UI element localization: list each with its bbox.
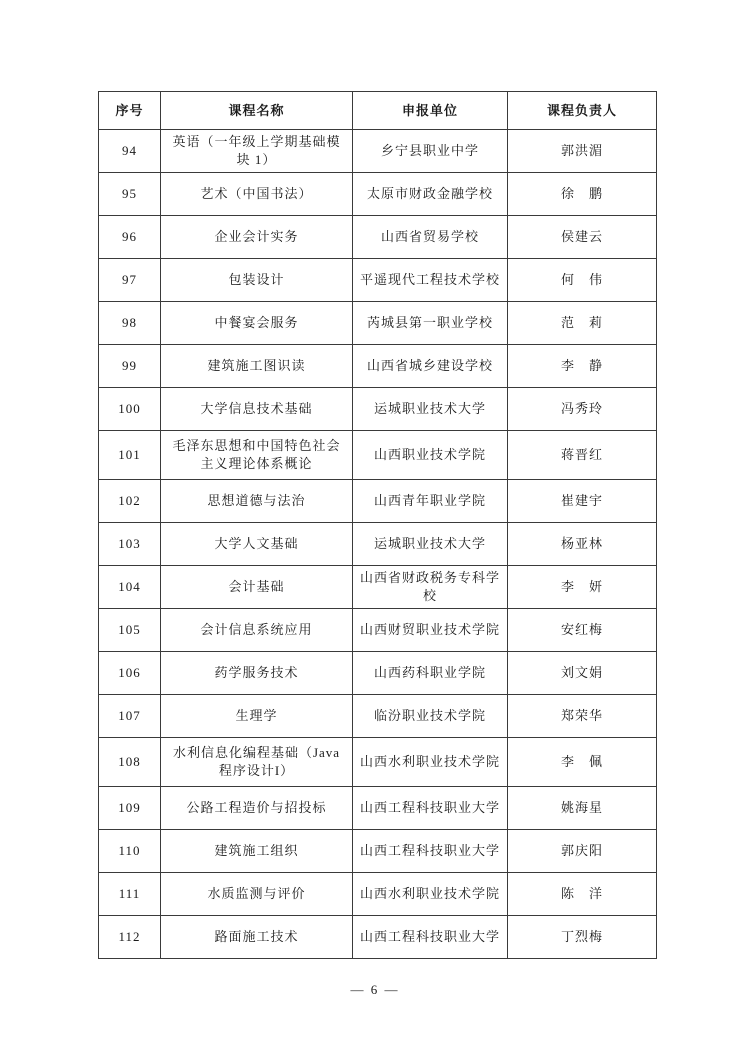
table-row [99,652,657,695]
cell-no: 94 [99,130,161,173]
cell-no: 101 [99,431,161,480]
cell-leader: 刘文娟 [508,652,657,695]
cell-course: 包装设计 [161,259,353,302]
table-row [99,787,657,830]
cell-course: 水质监测与评价 [161,873,353,916]
cell-unit: 太原市财政金融学校 [353,173,508,216]
cell-unit: 山西工程科技职业大学 [353,787,508,830]
table-row [99,738,657,787]
cell-unit: 临汾职业技术学院 [353,695,508,738]
cell-no: 109 [99,787,161,830]
table-row [99,173,657,216]
cell-leader: 李 佩 [508,738,657,787]
cell-leader: 丁烈梅 [508,916,657,959]
col-header-no: 序号 [99,92,161,130]
cell-unit: 山西省城乡建设学校 [353,345,508,388]
cell-course: 毛泽东思想和中国特色社会主义理论体系概论 [161,431,353,480]
cell-leader: 陈 洋 [508,873,657,916]
cell-leader: 徐 鹏 [508,173,657,216]
table-header-row [99,92,657,130]
col-header-leader: 课程负责人 [508,92,657,130]
cell-unit: 山西省贸易学校 [353,216,508,259]
cell-unit: 山西水利职业技术学院 [353,738,508,787]
cell-leader: 范 莉 [508,302,657,345]
cell-leader: 李 妍 [508,566,657,609]
cell-course: 会计基础 [161,566,353,609]
cell-course: 思想道德与法治 [161,480,353,523]
table-row [99,523,657,566]
cell-course: 艺术（中国书法） [161,173,353,216]
cell-no: 108 [99,738,161,787]
cell-leader: 侯建云 [508,216,657,259]
cell-no: 100 [99,388,161,431]
cell-no: 102 [99,480,161,523]
cell-unit: 山西青年职业学院 [353,480,508,523]
table-row [99,480,657,523]
cell-leader: 姚海星 [508,787,657,830]
cell-course: 企业会计实务 [161,216,353,259]
cell-leader: 郑荣华 [508,695,657,738]
cell-leader: 郭洪湄 [508,130,657,173]
cell-course: 生理学 [161,695,353,738]
cell-no: 105 [99,609,161,652]
cell-unit: 运城职业技术大学 [353,523,508,566]
col-header-course: 课程名称 [161,92,353,130]
cell-unit: 山西省财政税务专科学校 [353,566,508,609]
cell-unit: 运城职业技术大学 [353,388,508,431]
cell-leader: 杨亚林 [508,523,657,566]
cell-leader: 崔建宇 [508,480,657,523]
cell-course: 大学人文基础 [161,523,353,566]
cell-unit: 山西工程科技职业大学 [353,916,508,959]
cell-course: 建筑施工图识读 [161,345,353,388]
cell-course: 路面施工技术 [161,916,353,959]
course-table [98,91,657,959]
col-header-unit: 申报单位 [353,92,508,130]
table-row [99,873,657,916]
cell-leader: 何 伟 [508,259,657,302]
table-row [99,259,657,302]
cell-unit: 山西职业技术学院 [353,431,508,480]
cell-unit: 山西财贸职业技术学院 [353,609,508,652]
cell-course: 中餐宴会服务 [161,302,353,345]
table-row [99,916,657,959]
cell-no: 107 [99,695,161,738]
cell-course: 建筑施工组织 [161,830,353,873]
cell-course: 大学信息技术基础 [161,388,353,431]
cell-unit: 芮城县第一职业学校 [353,302,508,345]
table-row [99,302,657,345]
cell-leader: 李 静 [508,345,657,388]
page-number: — 6 — [350,982,400,997]
table-row [99,830,657,873]
cell-no: 104 [99,566,161,609]
cell-course: 公路工程造价与招投标 [161,787,353,830]
cell-leader: 安红梅 [508,609,657,652]
cell-unit: 山西水利职业技术学院 [353,873,508,916]
table-row [99,431,657,480]
table-row [99,695,657,738]
cell-unit: 山西药科职业学院 [353,652,508,695]
table-row [99,566,657,609]
cell-no: 110 [99,830,161,873]
cell-no: 112 [99,916,161,959]
cell-unit: 山西工程科技职业大学 [353,830,508,873]
cell-no: 111 [99,873,161,916]
cell-no: 96 [99,216,161,259]
cell-no: 98 [99,302,161,345]
cell-leader: 冯秀玲 [508,388,657,431]
cell-unit: 乡宁县职业中学 [353,130,508,173]
table-row [99,345,657,388]
cell-course: 英语（一年级上学期基础模块 1） [161,130,353,173]
cell-no: 97 [99,259,161,302]
cell-unit: 平遥现代工程技术学校 [353,259,508,302]
cell-no: 99 [99,345,161,388]
cell-course: 水利信息化编程基础（Java 程序设计I） [161,738,353,787]
cell-leader: 郭庆阳 [508,830,657,873]
table-row [99,130,657,173]
cell-no: 103 [99,523,161,566]
table-row [99,216,657,259]
table-row [99,609,657,652]
cell-course: 药学服务技术 [161,652,353,695]
table-row [99,388,657,431]
cell-no: 95 [99,173,161,216]
cell-leader: 蒋晋红 [508,431,657,480]
cell-no: 106 [99,652,161,695]
cell-course: 会计信息系统应用 [161,609,353,652]
